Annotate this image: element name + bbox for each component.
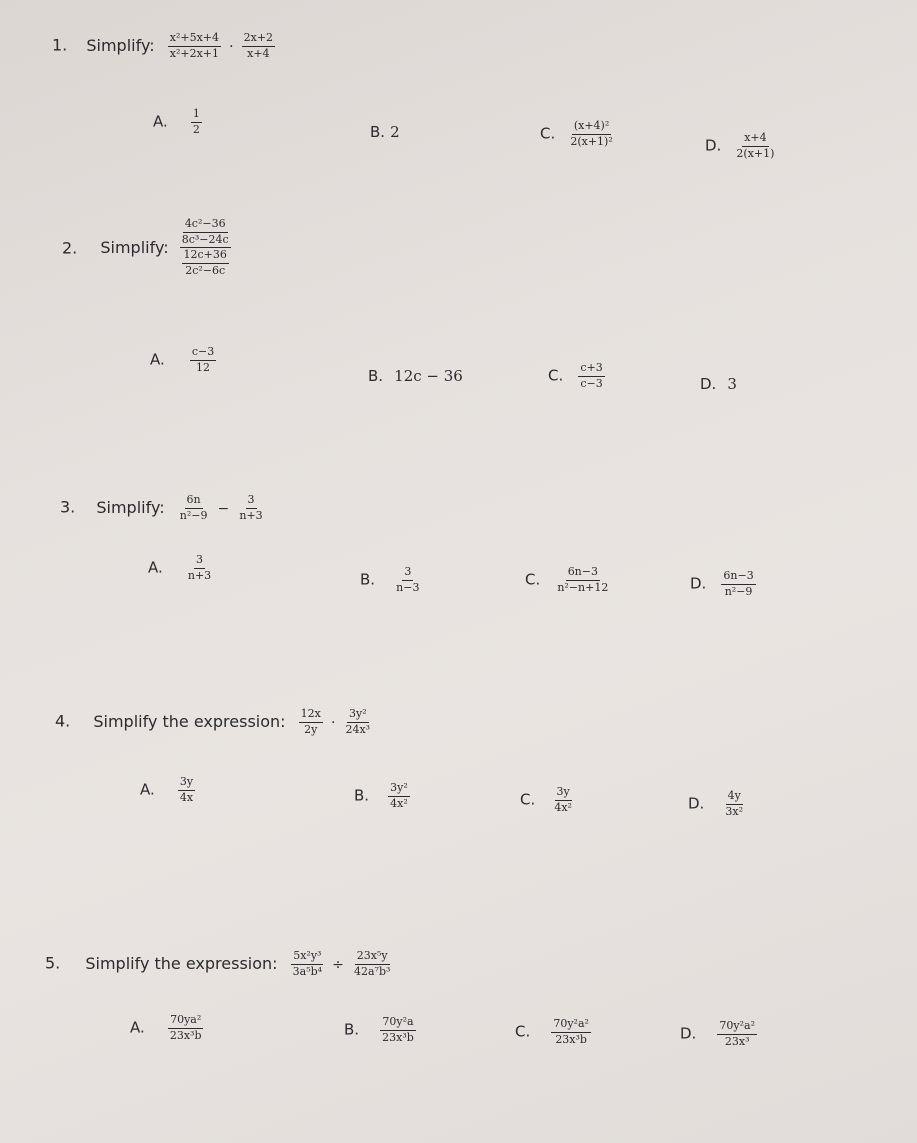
- question-3: [60, 494, 265, 522]
- question-prompt: Simplify the expression:: [85, 953, 278, 973]
- expression-fraction-1: $\frac{6n}{\text{n²−9}}$: [179, 493, 208, 522]
- choice-1d[interactable]: D. $\frac{x+4}{2(x+1)}$: [705, 131, 775, 160]
- question-prompt: Simplify:: [100, 238, 169, 258]
- question-4: [55, 708, 372, 736]
- question-number: 5.: [45, 953, 61, 973]
- choice-2b[interactable]: B. 12c − 36: [368, 367, 463, 385]
- choice-5c[interactable]: C. $\frac{\text{70y²a²}}{\text{23x³b}}$: [515, 1017, 589, 1046]
- question-prompt: Simplify:: [96, 497, 165, 517]
- question-1: [52, 32, 275, 60]
- question-number: 4.: [55, 711, 71, 731]
- choice-4c[interactable]: C. $\frac{3y}{\text{4x²}}$: [520, 785, 572, 814]
- choice-2a[interactable]: A. $\frac{c-3}{12}$: [150, 345, 215, 374]
- question-number: 1.: [52, 35, 68, 55]
- expression-fraction-1: $\frac{\text{5x²y³}}{\text{3a⁵b⁴}}$: [292, 949, 323, 978]
- expression-operator: ·: [330, 714, 336, 731]
- choice-3d[interactable]: D. $\frac{6n-3}{\text{n²−9}}$: [690, 569, 754, 598]
- question-prompt: Simplify:: [86, 35, 155, 55]
- question-5: [45, 950, 392, 978]
- choice-5b[interactable]: B. $\frac{\text{70y²a}}{\text{23x³b}}$: [344, 1015, 414, 1044]
- choice-5d[interactable]: D. $\frac{\text{70y²a²}}{\text{23x³}}$: [680, 1019, 756, 1048]
- expression-fraction-1: $\frac{12x}{2y}$: [300, 707, 321, 736]
- question-number: 3.: [60, 497, 76, 517]
- choice-3a[interactable]: A. $\frac{3}{n+3}$: [148, 553, 212, 582]
- expression-fraction-2: $\frac{3}{n+3}$: [239, 493, 263, 522]
- choice-4d[interactable]: D. $\frac{4y}{\text{3x²}}$: [688, 789, 744, 818]
- choice-3c[interactable]: C. $\frac{6n-3}{\text{n²−n+12}}$: [525, 565, 609, 594]
- choice-3b[interactable]: B. $\frac{3}{n-3}$: [360, 565, 420, 594]
- expression-operator: −: [217, 500, 230, 517]
- expression-fraction-1: $\frac{\text{x²+5x+4}}{\text{x²+2x+1}}$: [169, 31, 219, 60]
- choice-2d[interactable]: D. 3: [700, 375, 737, 393]
- choice-4b[interactable]: B. $\frac{\text{3y²}}{\text{4x²}}$: [354, 781, 408, 810]
- question-number: 2.: [62, 238, 78, 258]
- choice-1a[interactable]: A. $\frac{1}{2}$: [153, 107, 200, 136]
- choice-4a[interactable]: A. $\frac{3y}{4x}$: [140, 775, 194, 804]
- question-2: [62, 218, 231, 278]
- expression-fraction-2: $\frac{\text{3y²}}{\text{24x³}}$: [345, 707, 371, 736]
- expression-operator: ·: [229, 38, 234, 55]
- complex-fraction: $\frac{\frac{\text{4c²−36}}{\text{8c³−24c}}}{\frac{12c+36}{\text{2c²−6c}}}$: [181, 217, 229, 277]
- expression-operator: ÷: [332, 956, 344, 973]
- choice-1b[interactable]: B. 2: [370, 123, 400, 141]
- choice-1c[interactable]: C. $\frac{\text{(x+4)²}}{\text{2(x+1)²}}$: [540, 119, 613, 148]
- expression-fraction-2: $\frac{\text{23x⁵y}}{\text{42a⁷b³}}$: [353, 949, 391, 978]
- choice-5a[interactable]: A. $\frac{\text{70ya²}}{\text{23x³b}}$: [130, 1013, 202, 1042]
- expression-fraction-2: $\frac{2x+2}{x+4}$: [243, 31, 274, 60]
- choice-2c[interactable]: C. $\frac{c+3}{c-3}$: [548, 361, 603, 390]
- question-prompt: Simplify the expression:: [93, 711, 286, 731]
